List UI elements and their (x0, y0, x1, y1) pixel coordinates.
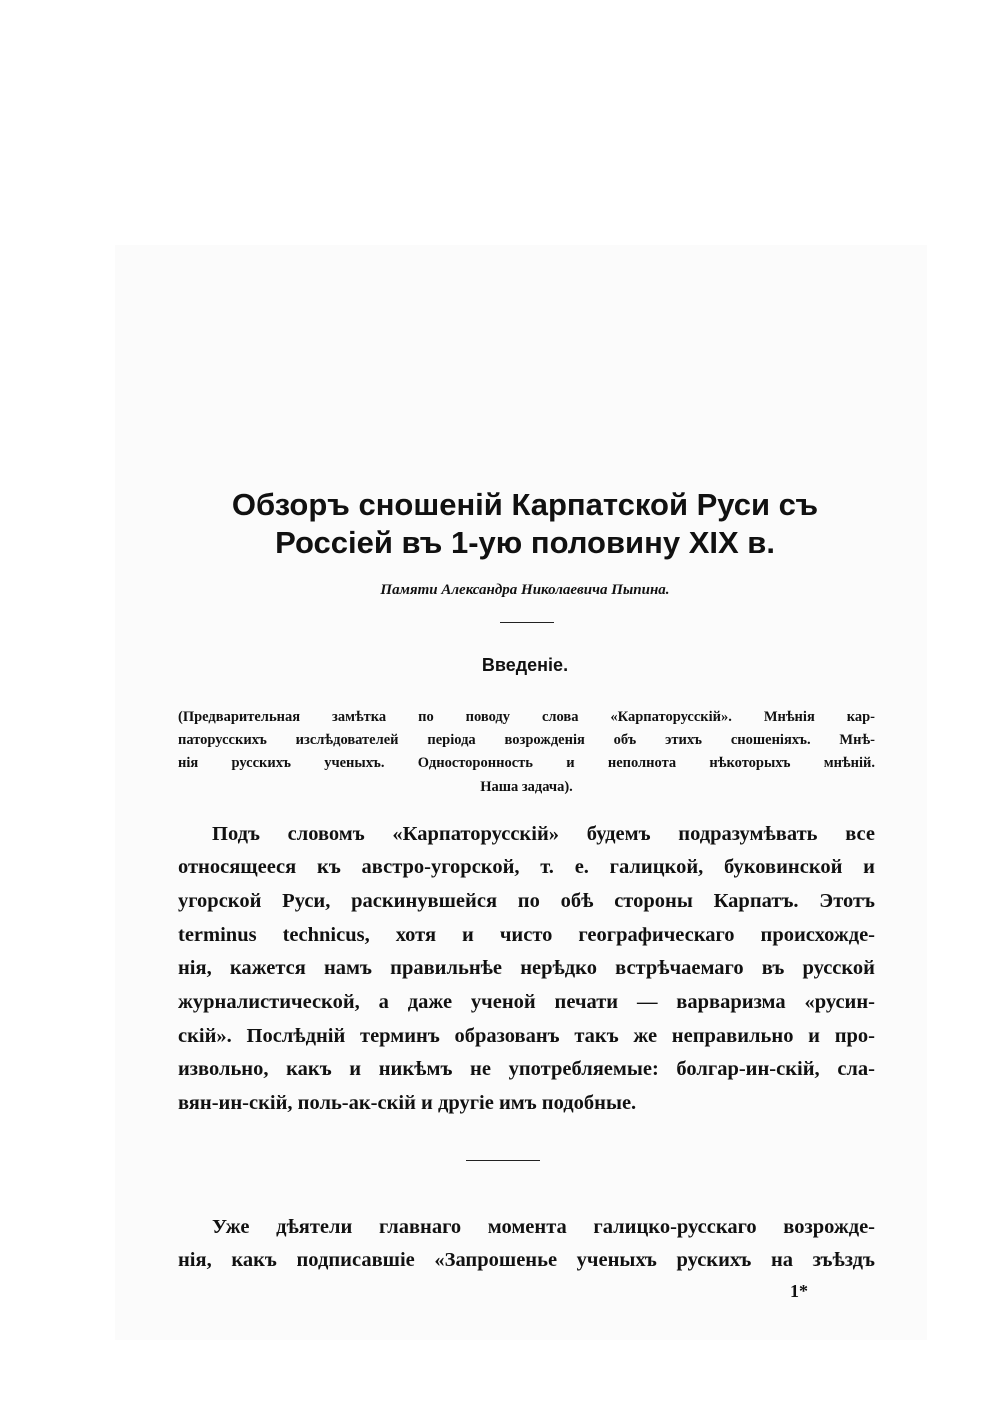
summary-line: паторусскихъ изслѣдователей періода возрожденія объ этихъ сношеніяхъ. Мнѣ- (178, 732, 875, 748)
paragraph-line: вян-ин-скій, поль-ак-скій и другіе имъ подобные. (178, 1092, 637, 1114)
paragraph-line: terminus technicus, хотя и чисто географическаго происхожде- (178, 924, 875, 946)
paragraph-line: нія, кажется намъ правильнѣе нерѣдко встрѣчаемаго въ русской (178, 957, 875, 979)
paragraph-line: угорской Руси, раскинувшейся по обѣ стороны Карпатъ. Этотъ (178, 890, 875, 912)
divider (500, 622, 554, 623)
paragraph-line: скій». Послѣдній терминъ образованъ такъ же неправильно и про- (178, 1025, 875, 1047)
dedication: Памяти Александра Николаевича Пыпина. (380, 582, 670, 598)
divider (466, 1160, 540, 1161)
section-heading: Введеніе. (481, 655, 569, 675)
title-line-2: Россіей въ 1-ую половину XIX в. (275, 525, 775, 560)
paragraph-line: Подъ словомъ «Карпаторусскій» будемъ подразумѣвать все (212, 823, 875, 845)
paragraph-line: Уже дѣятели главнаго момента галицко-русскаго возрожде- (212, 1216, 875, 1238)
paragraph-line: журналистической, а даже ученой печати — варваризма «русин- (178, 991, 875, 1013)
page-number: 1* (790, 1281, 808, 1301)
summary-line: Наша задача). (480, 779, 573, 795)
summary-line: (Предварительная замѣтка по поводу слова «Карпаторусскій». Мнѣнія кар- (178, 709, 875, 725)
paragraph-line: нія, какъ подписавшіе «Запрошенье ученыхъ рускихъ на зъѣздъ (178, 1249, 875, 1271)
summary-line: нія русскихъ ученыхъ. Односторонность и неполнота нѣкоторыхъ мнѣній. (178, 755, 875, 771)
paragraph-line: извольно, какъ и никѣмъ не употребляемые: болгар-ин-скій, сла- (178, 1058, 875, 1080)
title-line-1: Обзоръ сношеній Карпатской Руси съ (231, 487, 819, 522)
paragraph-line: относящееся къ австро-угорской, т. е. галицкой, буковинской и (178, 856, 875, 878)
